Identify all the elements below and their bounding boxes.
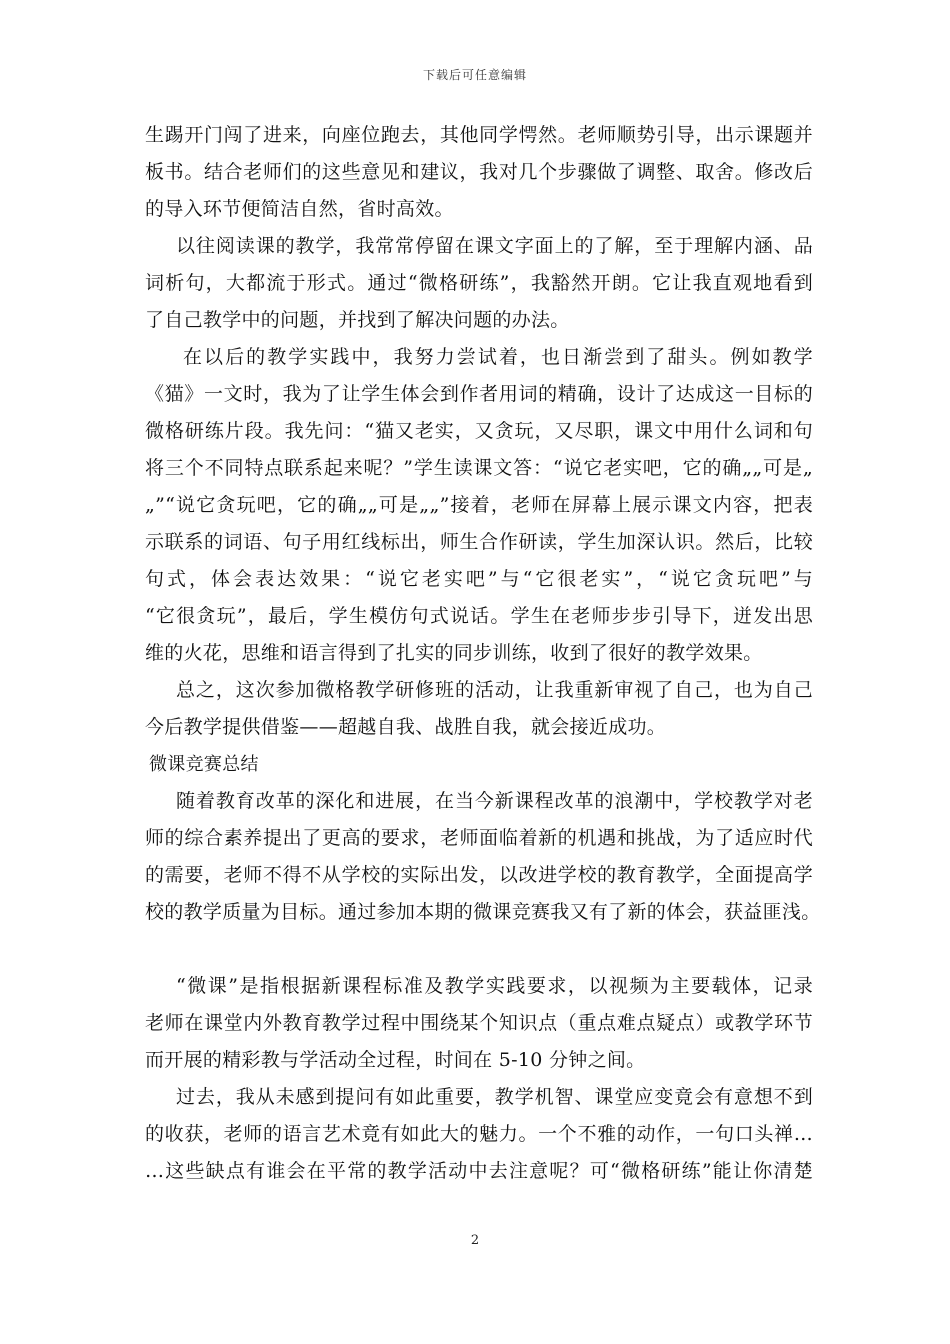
text-line: 以往阅读课的教学，我常常停留在课文字面上的了解，至于理解内涵、品 xyxy=(176,235,813,257)
text-line: 的收获，老师的语言艺术竟有如此大的魅力。一个不雅的动作，一句口头禅… xyxy=(145,1123,813,1145)
text-line: 了自己教学中的问题，并找到了解决问题的办法。 xyxy=(145,309,570,331)
text-line: 校的教学质量为目标。通过参加本期的微课竞赛我又有了新的体会，获益匪浅。 xyxy=(145,901,821,923)
paragraph-conclusion xyxy=(145,672,813,746)
text-line: 的需要，老师不得不从学校的实际出发，以改进学校的教育教学，全面提高学 xyxy=(145,864,813,886)
section-title: 微课竞赛总结 xyxy=(149,754,259,775)
text-line: 师的综合素养提出了更高的要求，老师面临着新的机遇和挑战，为了适应时代 xyxy=(145,827,813,849)
paragraph-micro-lesson-definition xyxy=(145,968,813,1079)
paragraph-education-reform xyxy=(145,783,821,931)
text-line: 将三个不同特点联系起来呢？”学生读课文答：“说它老实吧，它的确„„可是„ xyxy=(145,457,813,479)
text-line: 生踢开门闯了进来，向座位跑去，其他同学愕然。老师顺势引导，出示课题并 xyxy=(145,124,813,146)
text-line: 示联系的词语、句子用红线标出，师生合作研读，学生加深认识。然后，比较 xyxy=(145,531,813,553)
text-line: 句式，体会表达效果：“说它老实吧”与“它很老实”，“说它贪玩吧”与 xyxy=(145,568,813,590)
text-line: …这些缺点有谁会在平常的教学活动中去注意呢？可“微格研练”能让你清楚 xyxy=(145,1160,813,1182)
page-header: 下载后可任意编辑 xyxy=(422,68,527,82)
blank-line xyxy=(145,931,813,968)
text-line: 《猫》一文时，我为了让学生体会到作者用词的精确，设计了达成这一目标的 xyxy=(145,383,813,405)
page-number: 2 xyxy=(470,1233,480,1248)
text-line: 微格研练片段。我先问：“猫又老实，又贪玩，又尽职，课文中用什么词和句 xyxy=(145,420,813,442)
text-line: “微课”是指根据新课程标准及教学实践要求，以视频为主要载体，记录 xyxy=(176,975,813,997)
section-heading xyxy=(145,746,813,783)
paragraph-cat-lesson xyxy=(145,339,813,672)
text-line: 维的火花，思维和语言得到了扎实的同步训练，收到了很好的教学效果。 xyxy=(145,642,763,664)
text-line: 过去，我从未感到提问有如此重要，教学机智、课堂应变竟会有意想不到 xyxy=(176,1086,813,1108)
document-body xyxy=(145,117,821,1190)
text-line: 而开展的精彩教与学活动全过程，时间在 5-10 分钟之间。 xyxy=(145,1049,646,1071)
paragraph-reading-lessons xyxy=(145,228,813,339)
text-line: 今后教学提供借鉴——超越自我、战胜自我，就会接近成功。 xyxy=(145,716,667,738)
text-line: “它很贪玩”，最后，学生模仿句式说话。学生在老师步步引导下，迸发出思 xyxy=(145,605,813,627)
text-line: 在以后的教学实践中，我努力尝试着，也日渐尝到了甜头。例如教学 xyxy=(183,346,813,368)
text-line: 词析句，大都流于形式。通过“微格研练”，我豁然开朗。它让我直观地看到 xyxy=(145,272,813,294)
text-line: „”“说它贪玩吧，它的确„„可是„„”接着，老师在屏幕上展示课文内容，把表 xyxy=(145,494,813,516)
text-line: 随着教育改革的深化和进展，在当今新课程改革的浪潮中，学校教学对老 xyxy=(176,790,813,812)
text-line: 的导入环节便简洁自然，省时高效。 xyxy=(145,198,454,220)
text-line: 总之，这次参加微格教学研修班的活动，让我重新审视了自己，也为自己 xyxy=(176,679,813,701)
text-line: 老师在课堂内外教育教学过程中围绕某个知识点（重点难点疑点）或教学环节 xyxy=(145,1012,813,1034)
paragraph-past-reflection xyxy=(145,1079,813,1190)
paragraph-continued-intro xyxy=(145,117,813,228)
text-line: 板书。结合老师们的这些意见和建议，我对几个步骤做了调整、取舍。修改后 xyxy=(145,161,813,183)
